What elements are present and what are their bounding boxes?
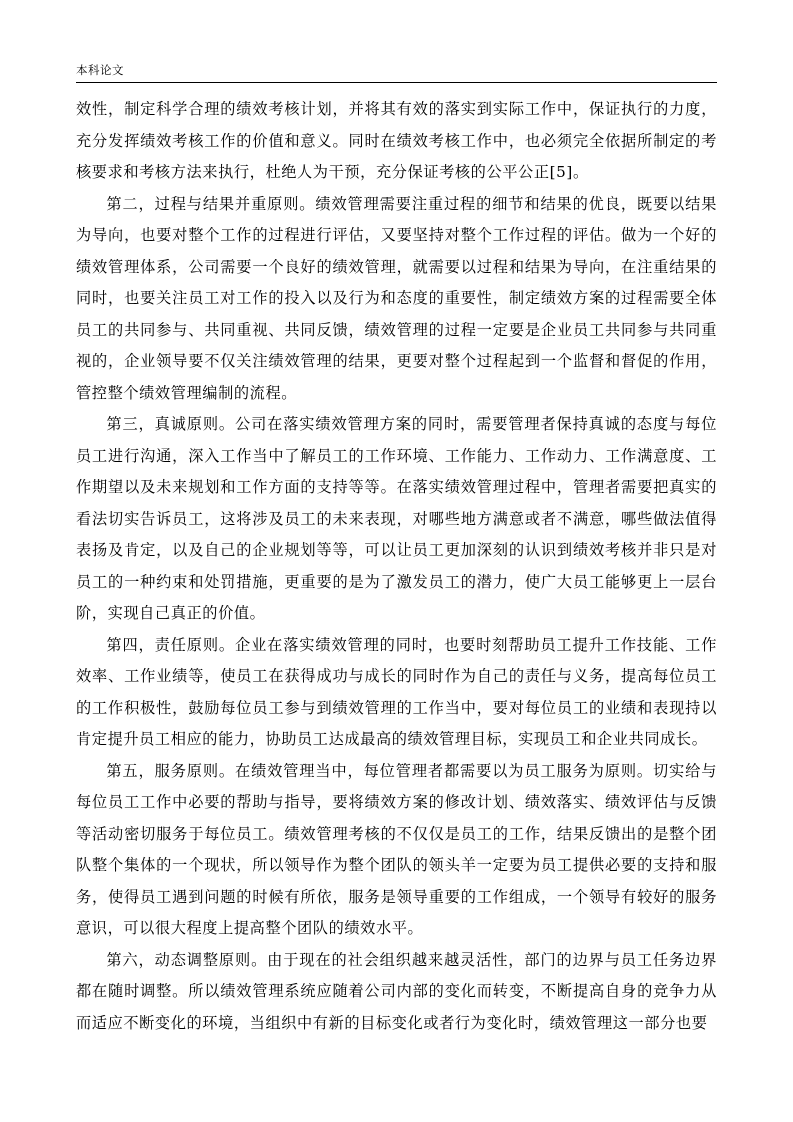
- paragraph-continuation: 效性，制定科学合理的绩效考核计划，并将其有效的落实到实际工作中，保证执行的力度，充分发挥绩效考核工作的价值和意义。同时在绩效考核工作中，也必须完全依据所制定的考核要求和考核方法来执行，杜绝人为干预，充分保证考核的公平公正[5]。: [76, 100, 717, 181]
- document-body: [76, 94, 717, 1039]
- paragraph-principle-4: 第四，责任原则。企业在落实绩效管理的同时，也要时刻帮助员工提升工作技能、工作效率、工作业绩等，使员工在获得成功与成长的同时作为自己的责任与义务，提高每位员工的工作积极性，鼓励每位员工参与到绩效管理的工作当中，要对每位员工的业绩和表现持以肯定提升员工相应的能力，协助员工达成最高的绩效管理目标，实现员工和企业共同成长。: [76, 635, 717, 748]
- paragraph-principle-2: 第二，过程与结果并重原则。绩效管理需要注重过程的细节和结果的优良，既要以结果为导向，也要对整个工作的过程进行评估，又要坚持对整个工作过程的评估。做为一个好的绩效管理体系，公司需要一个良好的绩效管理，就需要以过程和结果为导向，在注重结果的同时，也要关注员工对工作的投入以及行为和态度的重要性，制定绩效方案的过程需要全体员工的共同参与、共同重视、共同反馈，绩效管理的过程一定要是企业员工共同参与共同重视的，企业领导要不仅关注绩效管理的结果，更要对整个过程起到一个监督和督促的作用，管控整个绩效管理编制的流程。: [76, 194, 717, 402]
- header-divider: [76, 82, 717, 83]
- paragraph-principle-6: 第六，动态调整原则。由于现在的社会组织越来越灵活性，部门的边界与员工任务边界都在随时调整。所以绩效管理系统应随着公司内部的变化而转变，不断提高自身的竞争力从而适应不断变化的环境，当组织中有新的目标变化或者行为变化时，绩效管理这一部分也要: [76, 950, 717, 1032]
- paragraph-principle-5: 第五，服务原则。在绩效管理当中，每位管理者都需要以为员工服务为原则。切实给与每位员工工作中必要的帮助与指导，要将绩效方案的修改计划、绩效落实、绩效评估与反馈等活动密切服务于每位员工。绩效管理考核的不仅仅是员工的工作，结果反馈出的是整个团队整个集体的一个现状，所以领导作为整个团队的领头羊一定要为员工提供必要的支持和服务，使得员工遇到问题的时候有所依，服务是领导重要的工作组成，一个领导有较好的服务意识，可以很大程度上提高整个团队的绩效水平。: [76, 761, 717, 937]
- running-header: 本科论文: [76, 63, 124, 77]
- paragraph-principle-3: 第三，真诚原则。公司在落实绩效管理方案的同时，需要管理者保持真诚的态度与每位员工进行沟通，深入工作当中了解员工的工作环境、工作能力、工作动力、工作满意度、工作期望以及未来规划和工作方面的支持等等。在落实绩效管理过程中，管理者需要把真实的看法切实告诉员工，这将涉及员工的未来表现，对哪些地方满意或者不满意，哪些做法值得表扬及肯定，以及自己的企业规划等等，可以让员工更加深刻的认识到绩效考核并非只是对员工的一种约束和处罚措施，更重要的是为了激发员工的潜力，使广大员工能够更上一层台阶，实现自己真正的价值。: [76, 415, 717, 622]
